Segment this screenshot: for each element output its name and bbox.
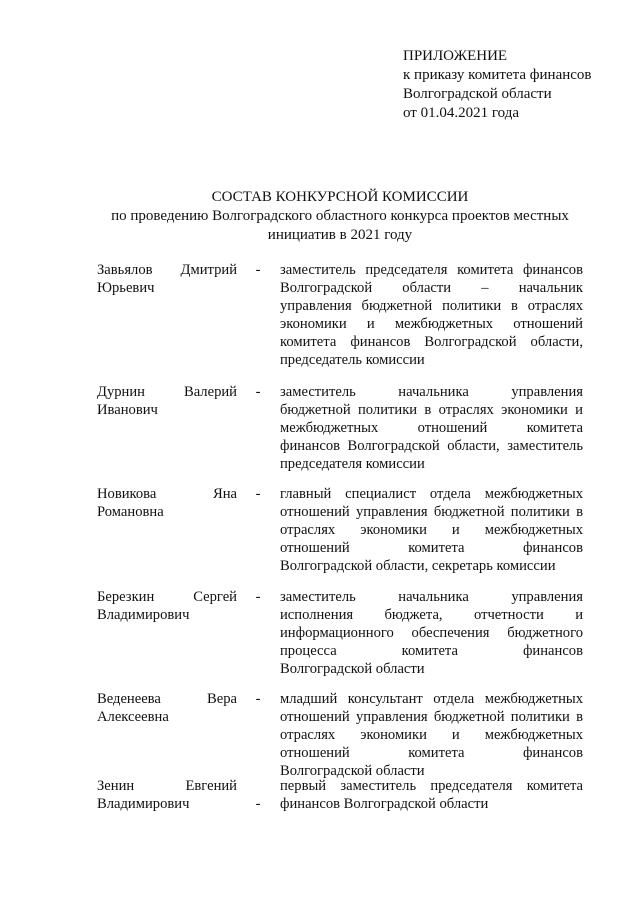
member-position — [280, 690, 583, 780]
member-name-line: Иванович — [97, 402, 158, 418]
member-entry — [0, 588, 640, 677]
document-title — [97, 188, 583, 245]
member-position-line: председателя комиссии — [280, 456, 425, 472]
member-position-line: экономики и межбюджетных отношений — [280, 316, 583, 332]
member-position-line: отношений комитета финансов — [280, 540, 583, 556]
title-line: инициатив в 2021 году — [267, 227, 413, 243]
member-name-line: Алексеевна — [97, 709, 169, 725]
member-position-line: отношений комитета финансов — [280, 745, 583, 761]
member-position-line: информационного обеспечения бюджетного — [280, 625, 583, 641]
member-position — [280, 261, 583, 369]
member-name — [97, 690, 237, 726]
member-position-line: заместитель начальника управления — [280, 384, 583, 400]
dash-separator: - — [255, 384, 261, 400]
member-name-line: Владимирович — [97, 796, 190, 812]
member-name — [97, 588, 237, 624]
member-position-line: финансов Волгоградской области, заместитель — [280, 438, 583, 454]
member-position — [280, 485, 583, 575]
member-position-line: отраслях экономики и межбюджетных — [280, 727, 583, 743]
member-name-line: Завьялов Дмитрий — [97, 262, 237, 278]
member-position-line: заместитель начальника управления — [280, 589, 583, 605]
member-position-line: финансов Волгоградской области — [280, 796, 489, 812]
member-entry — [0, 777, 640, 812]
member-name-line: Владимирович — [97, 607, 190, 623]
member-position-line: процесса комитета финансов — [280, 643, 583, 659]
member-position-line: исполнения бюджета, отчетности и — [280, 607, 583, 623]
appendix-region: Волгоградской области — [403, 86, 552, 102]
member-position-line: межбюджетных отношений комитета — [280, 420, 583, 436]
member-name-line: Юрьевич — [97, 280, 155, 296]
dash-separator: - — [255, 589, 261, 605]
member-entry — [0, 383, 640, 472]
member-position-line: председатель комиссии — [280, 352, 425, 368]
appendix-heading: ПРИЛОЖЕНИЕ — [403, 48, 508, 64]
member-position — [280, 383, 583, 473]
title-line: СОСТАВ КОНКУРСНОЙ КОМИССИИ — [211, 189, 469, 205]
member-position-line: комитета финансов Волгоградской области, — [280, 334, 583, 350]
member-position-line: заместитель председателя комитета финансов — [280, 262, 583, 278]
member-name-line: Березкин Сергей — [97, 589, 237, 605]
dash-separator: - — [255, 691, 261, 707]
dash-separator: - — [255, 262, 261, 278]
member-name — [97, 485, 237, 521]
member-position-line: Волгоградской области — [280, 661, 425, 677]
member-name-line: Новикова Яна — [97, 486, 237, 502]
member-name — [97, 383, 237, 419]
member-position-line: отношений управления бюджетной политики в — [280, 709, 583, 725]
member-position-line: первый заместитель председателя комитета — [280, 778, 583, 794]
appendix-order-ref: к приказу комитета финансов — [403, 67, 592, 83]
appendix-header — [403, 47, 592, 123]
member-name-line: Зенин Евгений — [97, 778, 237, 794]
member-position-line: Волгоградской области, секретарь комиссии — [280, 558, 556, 574]
title-line: по проведению Волгоградского областного конкурса проектов местных — [111, 208, 569, 224]
member-position-line: отраслях экономики и межбюджетных — [280, 522, 583, 538]
member-position — [280, 777, 583, 813]
member-name-line: Романовна — [97, 504, 164, 520]
member-entry — [0, 261, 640, 368]
member-position-line: младший консультант отдела межбюджетных — [280, 691, 583, 707]
member-position-line: Волгоградской области – начальник — [280, 280, 583, 296]
appendix-date: от 01.04.2021 года — [403, 105, 519, 121]
member-name-line: Веденеева Вера — [97, 691, 237, 707]
member-name — [97, 777, 237, 813]
member-position-line: Волгоградской области — [280, 763, 425, 779]
dash-separator: - — [255, 486, 261, 502]
member-position-line: управления бюджетной политики в отраслях — [280, 298, 583, 314]
member-position-line: отношений управления бюджетной политики в — [280, 504, 583, 520]
member-position-line: главный специалист отдела межбюджетных — [280, 486, 583, 502]
member-position-line: бюджетной политики в отраслях экономики и — [280, 402, 583, 418]
member-position — [280, 588, 583, 678]
member-entry — [0, 485, 640, 574]
member-name — [97, 261, 237, 297]
member-name-line: Дурнин Валерий — [97, 384, 237, 400]
dash-separator: - — [255, 796, 261, 812]
member-entry — [0, 690, 640, 779]
